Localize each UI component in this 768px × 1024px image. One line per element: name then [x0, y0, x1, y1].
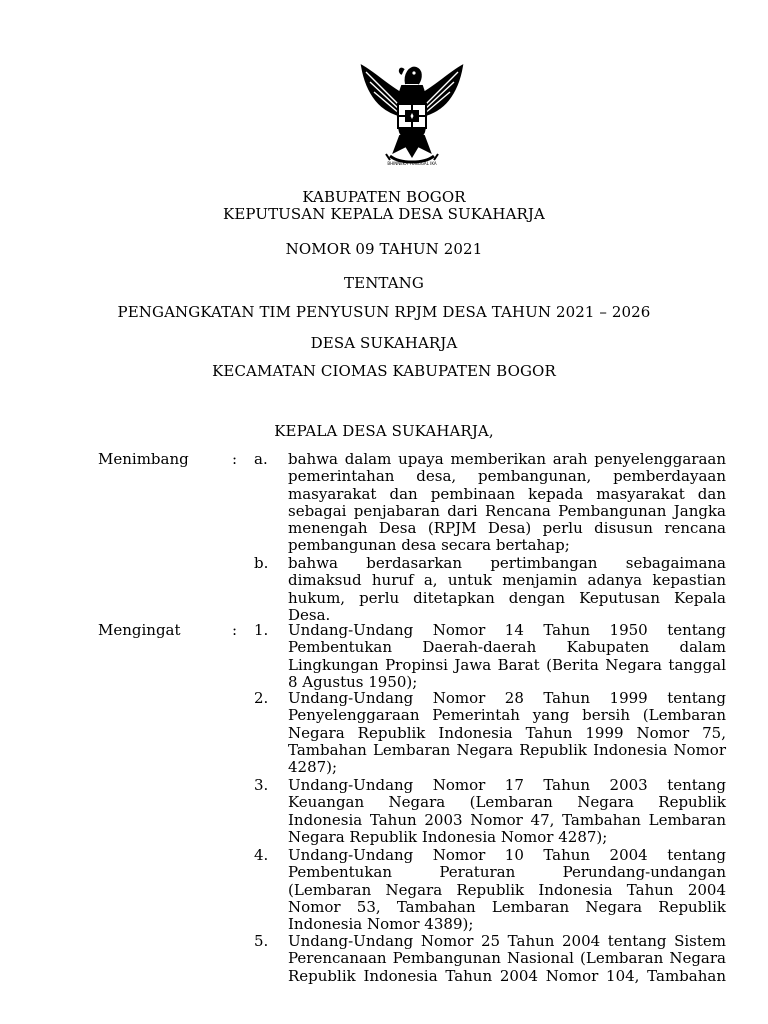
item-text: Undang-Undang Nomor 28 Tahun 1999 tentang Penyelenggaraan Pemerintah yang bersih (Lembaran Negara Republik Indonesia Tahun 1999 Nomor 75, Tambahan Lembaran Negara Republik Indonesia Nomor 4287); — [288, 689, 726, 777]
item-text: bahwa berdasarkan pertimbangan sebagaimana dimaksud huruf a, untuk menjamin adanya kepastian hukum, perlu ditetapkan dengan Keputusan Kepala Desa. — [288, 554, 726, 624]
emblem-motto: BHINNEKA TUNGGAL IKA — [387, 161, 437, 166]
item-marker: 2. — [254, 689, 269, 707]
decree-title: KEPUTUSAN KEPALA DESA SUKAHARJA — [223, 205, 545, 223]
item-marker: 5. — [254, 932, 269, 950]
item-marker: 3. — [254, 776, 269, 794]
district-name: KECAMATAN CIOMAS KABUPATEN BOGOR — [212, 362, 556, 380]
item-text: Undang-Undang Nomor 14 Tahun 1950 tentang Pembentukan Daerah-daerah Kabupaten dalam Lingkungan Propinsi Jawa Barat (Berita Negara tanggal 8 Agustus 1950); — [288, 621, 726, 691]
item-text: bahwa dalam upaya memberikan arah penyelenggaraan pemerintahan desa, pembangunan, pemberdayaan masyarakat dan pembinaan kepada masyarakat dan sebagai penjabaran dari Rencana Pembangunan Jangka menengah Desa (RPJM Desa) perlu disusun rencana pembangunan desa secara bertahap; — [288, 450, 726, 555]
mengingat-colon: : — [232, 621, 238, 639]
mengingat-label: Mengingat — [98, 621, 181, 639]
menimbang-label: Menimbang — [98, 450, 189, 468]
village-name: DESA SUKAHARJA — [310, 334, 458, 352]
decree-number: NOMOR 09 TAHUN 2021 — [285, 240, 483, 258]
item-marker: 4. — [254, 846, 269, 864]
item-text: Undang-Undang Nomor 25 Tahun 2004 tentang Sistem Perencanaan Pembangunan Nasional (Lembaran Negara Republik Indonesia Tahun 2004 Nomor 104, Tambahan — [288, 932, 726, 985]
item-marker: a. — [254, 450, 268, 468]
decree-subject: PENGANGKATAN TIM PENYUSUN RPJM DESA TAHUN 2021 – 2026 — [117, 303, 651, 321]
item-marker: b. — [254, 554, 269, 572]
issuer-heading: KEPALA DESA SUKAHARJA, — [274, 422, 494, 440]
item-marker: 1. — [254, 621, 269, 639]
about-heading: TENTANG — [344, 274, 424, 292]
item-text: Undang-Undang Nomor 10 Tahun 2004 tentang Pembentukan Peraturan Perundang-undangan (Lembaran Negara Republik Indonesia Tahun 2004 Nomor 53, Tambahan Lembaran Negara Republik Indonesia Nomor 4389); — [288, 846, 726, 934]
menimbang-colon: : — [232, 450, 238, 468]
item-text: Undang-Undang Nomor 17 Tahun 2003 tentang Keuangan Negara (Lembaran Negara Republik Indonesia Tahun 2003 Nomor 47, Tambahan Lembaran Negara Republik Indonesia Nomor 4287); — [288, 776, 726, 846]
regency-title: KABUPATEN BOGOR — [302, 188, 466, 206]
garuda-pancasila-emblem-icon — [354, 56, 470, 174]
